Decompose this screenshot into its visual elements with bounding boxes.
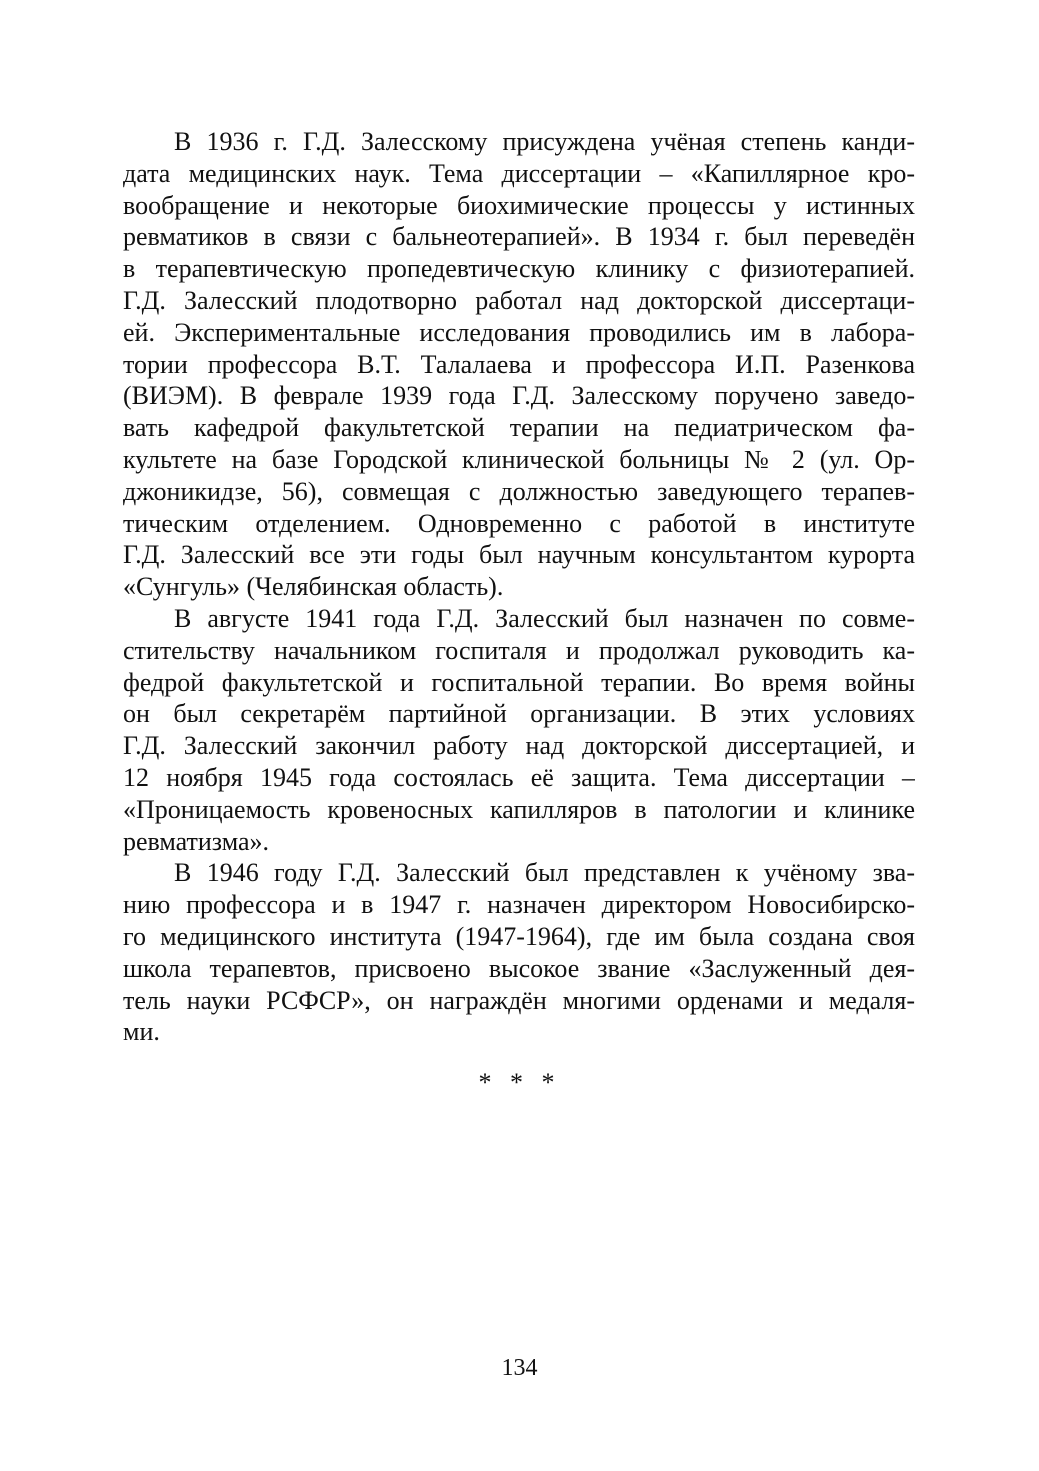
text-line: Г.Д. Залесский закончил работу над докторской диссертацией, и bbox=[123, 731, 915, 761]
text-line: вообращение и некоторые биохимические процессы у истинных bbox=[123, 190, 915, 220]
text-line: тории профессора В.Т. Талалаева и профессора И.П. Разенкова bbox=[123, 349, 915, 379]
text-line: Г.Д. Залесский все эти годы был научным консультантом курорта bbox=[123, 540, 915, 570]
text-line: (ВИЭМ). В феврале 1939 года Г.Д. Залесскому поручено заведо- bbox=[123, 381, 915, 411]
paragraph-2 bbox=[123, 603, 915, 857]
text-line: тическим отделением. Одновременно с работой в институте bbox=[123, 508, 915, 538]
text-line: тель науки РСФСР», он награждён многими орденами и медаля- bbox=[123, 985, 915, 1015]
text-line: ревматиков в связи с бальнеотерапией». В 1934 г. был переведён bbox=[123, 222, 915, 252]
text-line: «Проницаемость кровеносных капилляров в патологии и клинике bbox=[123, 794, 915, 824]
text-line: ей. Экспериментальные исследования проводились им в лабора- bbox=[123, 317, 915, 347]
page-number: 134 bbox=[501, 1355, 538, 1381]
text-line: Г.Д. Залесский плодотворно работал над докторской диссертаци- bbox=[123, 285, 915, 315]
text-line: В 1946 году Г.Д. Залесский был представлен к учёному зва- bbox=[174, 858, 915, 888]
section-separator: * * * bbox=[478, 1068, 561, 1097]
text-line: нию профессора и в 1947 г. назначен директором Новосибирско- bbox=[123, 890, 915, 920]
body-text bbox=[123, 126, 915, 1048]
text-line: ми. bbox=[123, 1017, 160, 1047]
paragraph-1 bbox=[123, 126, 915, 603]
text-line: федрой факультетской и госпитальной терапии. Во время войны bbox=[123, 667, 915, 697]
text-line: «Сунгуль» (Челябинская область). bbox=[123, 572, 504, 602]
text-line: стительству начальником госпиталя и продолжал руководить ка- bbox=[123, 635, 915, 665]
text-line: го медицинского института (1947-1964), где им была создана своя bbox=[123, 921, 915, 951]
text-line: в терапевтическую пропедевтическую клинику с физиотерапией. bbox=[123, 254, 915, 284]
text-line: 12 ноября 1945 года состоялась её защита. Тема диссертации – bbox=[123, 762, 915, 792]
text-line: вать кафедрой факультетской терапии на педиатрическом фа- bbox=[123, 413, 915, 443]
text-line: он был секретарём партийной организации. В этих условиях bbox=[123, 699, 915, 729]
text-line: дата медицинских наук. Тема диссертации – «Капиллярное кро- bbox=[123, 158, 915, 188]
text-line: школа терапевтов, присвоено высокое звание «Заслуженный дея- bbox=[123, 953, 915, 983]
paragraph-3 bbox=[123, 857, 915, 1048]
text-line: ревматизма». bbox=[123, 826, 270, 856]
text-line: культете на базе Городской клинической больницы № 2 (ул. Ор- bbox=[123, 444, 915, 474]
text-line: В 1936 г. Г.Д. Залесскому присуждена учёная степень канди- bbox=[174, 127, 915, 156]
text-line: В августе 1941 года Г.Д. Залесский был назначен по совме- bbox=[174, 603, 915, 633]
text-line: джоникидзе, 56), совмещая с должностью заведующего терапев- bbox=[123, 476, 915, 506]
